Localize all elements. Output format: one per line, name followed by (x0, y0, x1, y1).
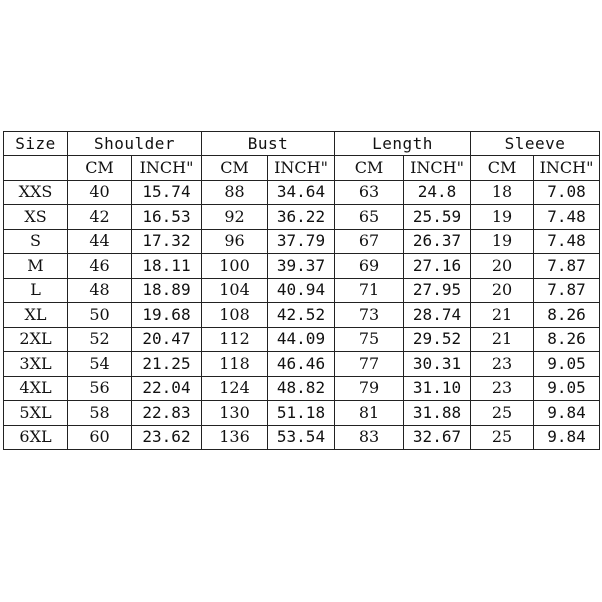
length-inch-cell: 27.16 (404, 254, 471, 279)
size-label-cell: L (4, 278, 68, 303)
length-cm-cell: 83 (335, 425, 404, 450)
bust-header: Bust (202, 132, 335, 156)
sleeve-inch-cell: 7.48 (534, 229, 600, 254)
length-inch-cell: 26.37 (404, 229, 471, 254)
bust-inch-cell: 48.82 (268, 376, 335, 401)
length-inch-cell: 32.67 (404, 425, 471, 450)
sleeve-header: Sleeve (471, 132, 600, 156)
bust-cm-cell: 96 (202, 229, 268, 254)
bust-cm-cell: 124 (202, 376, 268, 401)
length-inch-cell: 29.52 (404, 327, 471, 352)
sleeve-inch-unit: INCH" (534, 156, 600, 181)
table-row (4, 254, 600, 279)
bust-inch-cell: 39.37 (268, 254, 335, 279)
bust-cm-cell: 88 (202, 180, 268, 205)
table-row (4, 229, 600, 254)
shoulder-inch-cell: 18.11 (132, 254, 202, 279)
shoulder-inch-cell: 22.04 (132, 376, 202, 401)
size-label-cell: 6XL (4, 425, 68, 450)
bust-inch-cell: 44.09 (268, 327, 335, 352)
sleeve-inch-cell: 9.84 (534, 401, 600, 426)
size-header: Size (4, 132, 68, 156)
bust-cm-cell: 130 (202, 401, 268, 426)
shoulder-inch-cell: 20.47 (132, 327, 202, 352)
size-label-cell: 3XL (4, 352, 68, 377)
table-row (4, 425, 600, 450)
sleeve-cm-cell: 25 (471, 425, 534, 450)
length-inch-cell: 28.74 (404, 303, 471, 328)
bust-cm-cell: 136 (202, 425, 268, 450)
shoulder-cm-cell: 48 (68, 278, 132, 303)
size-label-cell: XXS (4, 180, 68, 205)
length-cm-cell: 63 (335, 180, 404, 205)
bust-inch-cell: 46.46 (268, 352, 335, 377)
length-cm-cell: 69 (335, 254, 404, 279)
length-cm-cell: 65 (335, 205, 404, 230)
length-header: Length (335, 132, 471, 156)
bust-inch-cell: 34.64 (268, 180, 335, 205)
sleeve-cm-cell: 21 (471, 327, 534, 352)
sleeve-inch-cell: 9.05 (534, 376, 600, 401)
shoulder-cm-cell: 54 (68, 352, 132, 377)
size-label-cell: 2XL (4, 327, 68, 352)
shoulder-inch-cell: 16.53 (132, 205, 202, 230)
sleeve-inch-cell: 8.26 (534, 303, 600, 328)
table-row (4, 278, 600, 303)
sleeve-inch-cell: 7.87 (534, 278, 600, 303)
table-row (4, 401, 600, 426)
bust-inch-cell: 51.18 (268, 401, 335, 426)
sleeve-cm-cell: 19 (471, 229, 534, 254)
sleeve-inch-cell: 7.08 (534, 180, 600, 205)
shoulder-inch-cell: 18.89 (132, 278, 202, 303)
shoulder-inch-cell: 22.83 (132, 401, 202, 426)
shoulder-inch-cell: 21.25 (132, 352, 202, 377)
size-label-cell: 5XL (4, 401, 68, 426)
sleeve-cm-cell: 20 (471, 254, 534, 279)
size-label-cell: XL (4, 303, 68, 328)
shoulder-cm-cell: 58 (68, 401, 132, 426)
bust-inch-cell: 37.79 (268, 229, 335, 254)
shoulder-inch-cell: 15.74 (132, 180, 202, 205)
sleeve-cm-cell: 25 (471, 401, 534, 426)
shoulder-cm-cell: 40 (68, 180, 132, 205)
shoulder-inch-cell: 23.62 (132, 425, 202, 450)
length-inch-cell: 27.95 (404, 278, 471, 303)
shoulder-cm-cell: 60 (68, 425, 132, 450)
shoulder-cm-cell: 56 (68, 376, 132, 401)
size-rows (4, 180, 600, 450)
table-row (4, 205, 600, 230)
size-label-cell: S (4, 229, 68, 254)
bust-inch-cell: 42.52 (268, 303, 335, 328)
shoulder-cm-cell: 46 (68, 254, 132, 279)
shoulder-cm-cell: 42 (68, 205, 132, 230)
shoulder-header: Shoulder (68, 132, 202, 156)
length-inch-unit: INCH" (404, 156, 471, 181)
length-cm-cell: 79 (335, 376, 404, 401)
length-cm-cell: 67 (335, 229, 404, 254)
size-label-cell: XS (4, 205, 68, 230)
unit-header-blank (4, 156, 68, 181)
table-row (4, 180, 600, 205)
shoulder-cm-cell: 44 (68, 229, 132, 254)
table-row (4, 376, 600, 401)
shoulder-inch-cell: 19.68 (132, 303, 202, 328)
length-inch-cell: 31.10 (404, 376, 471, 401)
length-inch-cell: 31.88 (404, 401, 471, 426)
length-inch-cell: 30.31 (404, 352, 471, 377)
sleeve-cm-cell: 20 (471, 278, 534, 303)
bust-cm-cell: 108 (202, 303, 268, 328)
sleeve-cm-cell: 19 (471, 205, 534, 230)
table-row (4, 303, 600, 328)
unit-header-row (4, 156, 600, 181)
size-chart-table (3, 131, 600, 450)
bust-cm-cell: 118 (202, 352, 268, 377)
size-label-cell: M (4, 254, 68, 279)
length-cm-cell: 77 (335, 352, 404, 377)
shoulder-inch-cell: 17.32 (132, 229, 202, 254)
bust-cm-cell: 104 (202, 278, 268, 303)
sleeve-cm-unit: CM (471, 156, 534, 181)
bust-inch-cell: 53.54 (268, 425, 335, 450)
table-row (4, 352, 600, 377)
length-inch-cell: 24.8 (404, 180, 471, 205)
sleeve-cm-cell: 18 (471, 180, 534, 205)
sleeve-inch-cell: 9.05 (534, 352, 600, 377)
length-cm-cell: 73 (335, 303, 404, 328)
length-inch-cell: 25.59 (404, 205, 471, 230)
bust-cm-cell: 112 (202, 327, 268, 352)
bust-inch-cell: 36.22 (268, 205, 335, 230)
shoulder-cm-cell: 52 (68, 327, 132, 352)
sleeve-cm-cell: 23 (471, 376, 534, 401)
sleeve-inch-cell: 7.48 (534, 205, 600, 230)
bust-cm-cell: 92 (202, 205, 268, 230)
bust-inch-unit: INCH" (268, 156, 335, 181)
group-header-row (4, 132, 600, 156)
sleeve-cm-cell: 23 (471, 352, 534, 377)
bust-inch-cell: 40.94 (268, 278, 335, 303)
bust-cm-cell: 100 (202, 254, 268, 279)
shoulder-cm-cell: 50 (68, 303, 132, 328)
bust-cm-unit: CM (202, 156, 268, 181)
sleeve-inch-cell: 9.84 (534, 425, 600, 450)
shoulder-cm-unit: CM (68, 156, 132, 181)
length-cm-cell: 71 (335, 278, 404, 303)
length-cm-unit: CM (335, 156, 404, 181)
length-cm-cell: 81 (335, 401, 404, 426)
sleeve-inch-cell: 7.87 (534, 254, 600, 279)
shoulder-inch-unit: INCH" (132, 156, 202, 181)
table-row (4, 327, 600, 352)
sleeve-cm-cell: 21 (471, 303, 534, 328)
sleeve-inch-cell: 8.26 (534, 327, 600, 352)
size-label-cell: 4XL (4, 376, 68, 401)
length-cm-cell: 75 (335, 327, 404, 352)
